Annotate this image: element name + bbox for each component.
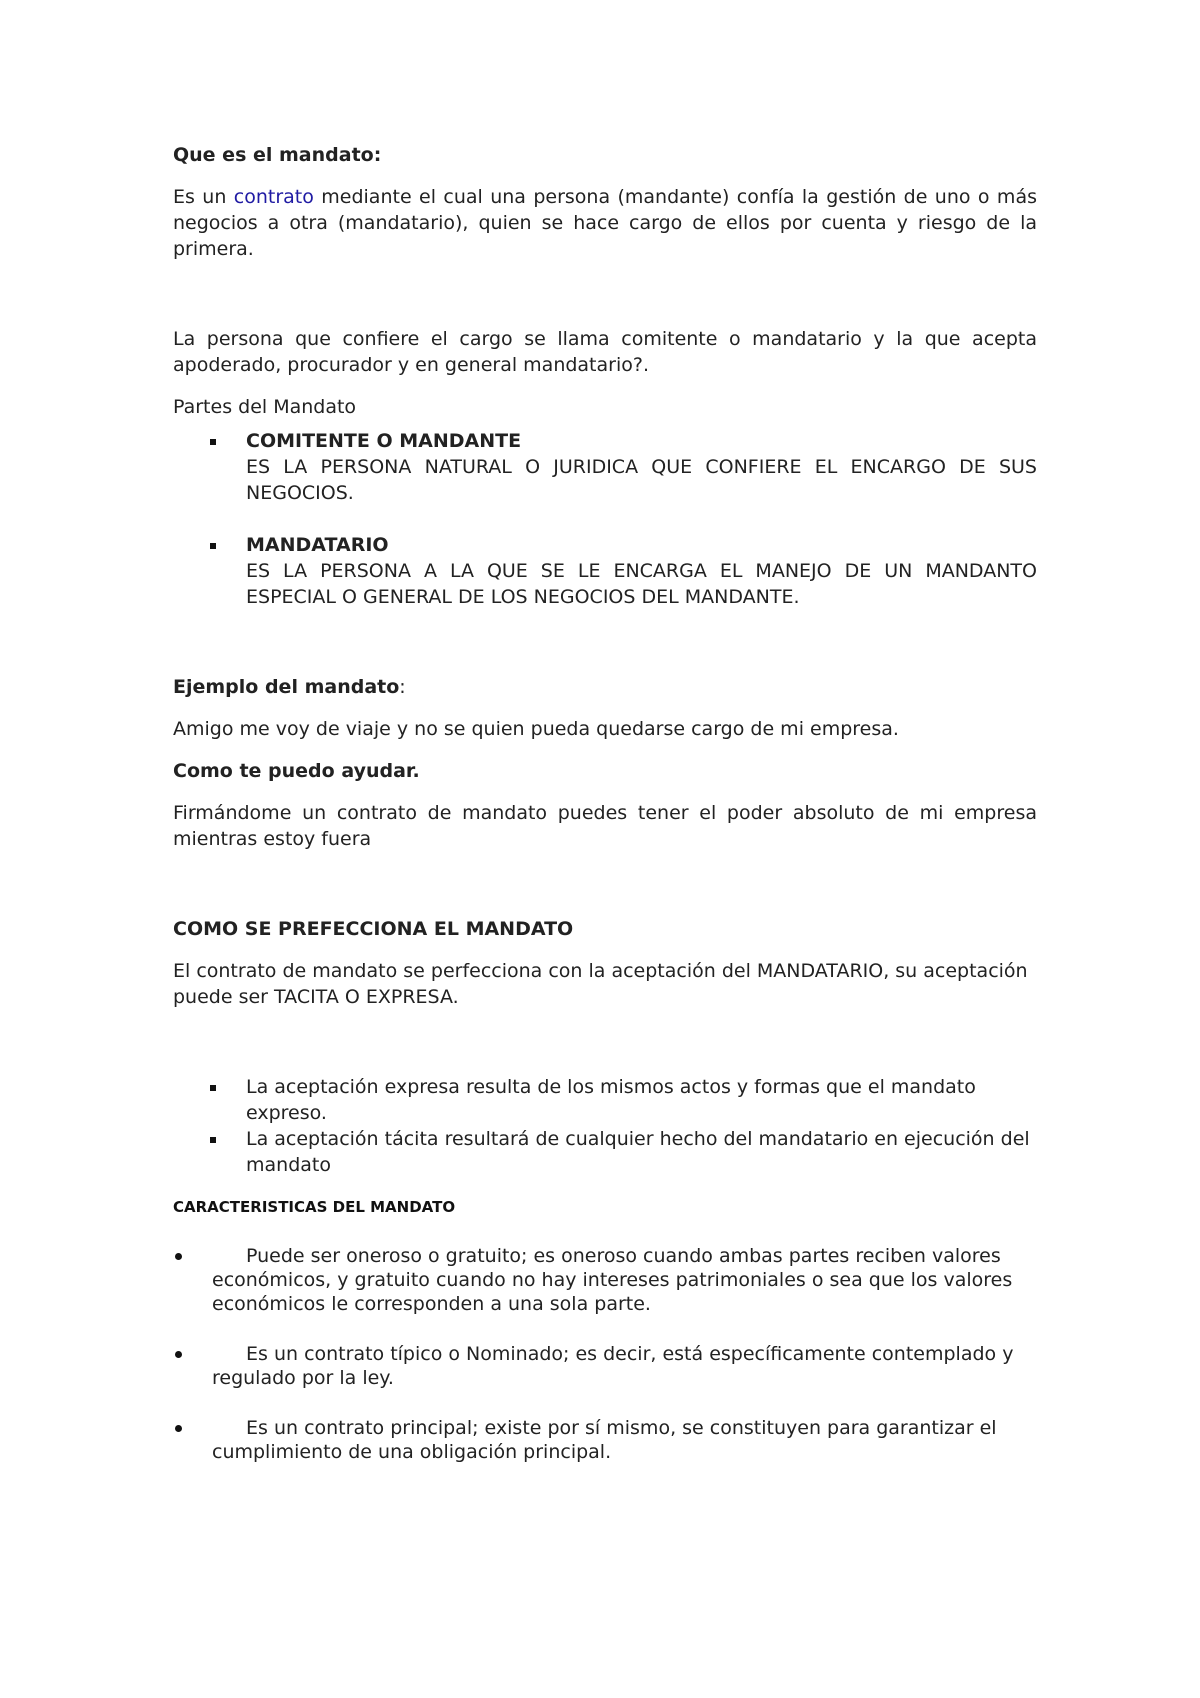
list-item: Es un contrato principal; existe por sí mismo, se constituyen para garantizar el cumplimiento de una obligación principal. (173, 1416, 1037, 1464)
partes-label: Partes del Mandato (173, 396, 357, 418)
paragraph-ejemplo: Amigo me voy de viaje y no se quien pueda quedarse cargo de mi empresa. (173, 718, 899, 740)
heading-ayuda: Como te puedo ayudar. (173, 760, 420, 782)
parte-text: ES LA PERSONA NATURAL O JURIDICA QUE CONFIERE EL ENCARGO DE SUS NEGOCIOS. (246, 456, 1037, 504)
paragraph-ayuda: Firmándome un contrato de mandato puedes tener el poder absoluto de mi empresa mientras estoy fuera (173, 802, 1037, 850)
paragraph-definicion: Es un contrato mediante el cual una persona (mandante) confía la gestión de uno o más negocios a otra (mandatario), quien se hace cargo de ellos por cuenta y riesgo de la primera. (173, 186, 1037, 260)
caracteristicas-list (173, 1244, 1037, 1464)
list-item (173, 532, 1037, 610)
partes-list (173, 428, 1037, 610)
paragraph-comitente: La persona que confiere el cargo se llama comitente o mandatario y la que acepta apoderado, procurador y en general mandatario?. (173, 328, 1037, 376)
parte-title: COMITENTE O MANDANTE (246, 430, 522, 452)
document-body (173, 142, 1037, 1464)
heading-perfecciona: COMO SE PREFECCIONA EL MANDATO (173, 918, 574, 940)
parte-text: ES LA PERSONA A LA QUE SE LE ENCARGA EL MANEJO DE UN MANDANTO ESPECIAL O GENERAL DE LOS NEGOCIOS DEL MANDANTE. (246, 560, 1037, 608)
contrato-link[interactable]: contrato (233, 186, 314, 208)
list-item: La aceptación expresa resulta de los mismos actos y formas que el mandato expreso. (173, 1074, 1037, 1126)
heading-que-es-mandato: Que es el mandato: (173, 144, 382, 166)
list-item: La aceptación tácita resultará de cualquier hecho del mandatario en ejecución del mandato (173, 1126, 1037, 1178)
parte-title: MANDATARIO (246, 534, 389, 556)
list-item: Puede ser oneroso o gratuito; es oneroso cuando ambas partes reciben valores económicos, y gratuito cuando no hay intereses patrimoniales o sea que los valores económicos le corresponden a una sola parte. (173, 1244, 1037, 1316)
list-item (173, 428, 1037, 506)
paragraph-perfecciona: El contrato de mandato se perfecciona con la aceptación del MANDATARIO, su aceptación puede ser TACITA O EXPRESA. (173, 960, 1028, 1008)
heading-caracteristicas: CARACTERISTICAS DEL MANDATO (173, 1198, 456, 1216)
aceptacion-list (173, 1074, 1037, 1178)
heading-ejemplo: Ejemplo del mandato: (173, 676, 406, 698)
list-item: Es un contrato típico o Nominado; es decir, está específicamente contemplado y regulado por la ley. (173, 1342, 1037, 1390)
